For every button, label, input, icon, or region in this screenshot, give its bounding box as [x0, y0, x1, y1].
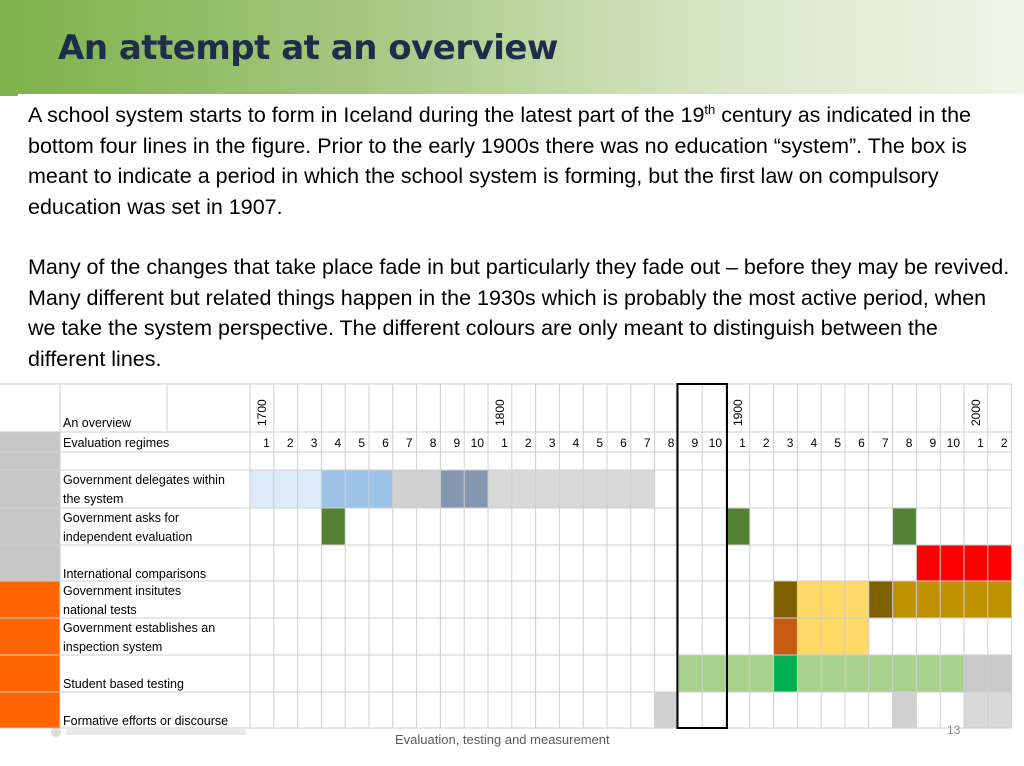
decade-label: 1 — [739, 436, 746, 450]
decade-label: 10 — [470, 436, 484, 450]
row-header-label: Evaluation regimes — [63, 436, 170, 450]
decade-label: 6 — [620, 436, 627, 450]
timeline-segment — [893, 692, 917, 728]
decade-label: 5 — [834, 436, 841, 450]
decade-label: 8 — [429, 436, 437, 450]
decade-label: 6 — [858, 436, 865, 450]
timeline-segment — [250, 470, 321, 508]
row-label: Government insitutes national tests — [63, 584, 182, 617]
decade-label: 2 — [762, 436, 770, 450]
row-label: International comparisons — [63, 567, 207, 581]
century-label: 1800 — [492, 399, 507, 426]
decade-label: 2 — [1000, 436, 1008, 450]
row-side-bar — [0, 581, 60, 618]
decade-label: 2 — [286, 436, 294, 450]
timeline-segment — [869, 581, 893, 618]
decade-label: 5 — [596, 436, 603, 450]
timeline-segment — [893, 508, 917, 545]
superscript-th: th — [704, 101, 716, 117]
paragraph-2: Many of the changes that take place fade in but particularly they fade out – before they may be revived. Many different but related things happen in the 1930s which is probably the most active period, when we take the system perspective. The different colours are only meant to distinguish between the different lines. — [28, 255, 1010, 371]
timeline-segment — [774, 618, 798, 655]
decade-label: 9 — [453, 436, 461, 450]
timeline-segment — [774, 655, 798, 692]
row-side-bar — [0, 470, 60, 508]
decade-label: 10 — [708, 436, 722, 450]
page-number: 13 — [947, 723, 961, 737]
row-label: Government asks for independent evaluation — [63, 511, 193, 544]
row-label: Student based testing — [63, 677, 184, 691]
row-side-bar-header — [0, 432, 60, 470]
decade-label: 9 — [929, 436, 937, 450]
decade-label: 3 — [786, 436, 794, 450]
row-side-bar — [0, 655, 60, 692]
timeline-segment — [797, 581, 868, 618]
row-side-bar — [0, 545, 60, 581]
slide-title: An attempt at an overview — [58, 28, 558, 68]
decade-label: 7 — [881, 436, 889, 450]
decade-label: 1 — [977, 436, 984, 450]
row-label: Government delegates within the system — [63, 473, 225, 506]
timeline-segment — [655, 692, 679, 728]
decade-label: 10 — [946, 436, 960, 450]
century-label: 1900 — [730, 399, 745, 426]
decade-label: 7 — [643, 436, 651, 450]
timeline-segment — [797, 655, 964, 692]
footer-text: Evaluation, testing and measurement — [395, 732, 610, 747]
timeline-segment — [797, 618, 868, 655]
timeline-segment — [321, 470, 392, 508]
decade-label: 4 — [334, 436, 342, 450]
decade-label: 1 — [263, 436, 270, 450]
paragraph-1-end: century as indicated in the bottom four lines in the figure. Prior to the early 1900s there was no education “system”. The box is meant to indicate a period in which the school system is forming, but the first law on compulsory education was set in 1907. — [28, 103, 972, 219]
decade-label: 5 — [358, 436, 365, 450]
decade-label: 3 — [548, 436, 556, 450]
decade-label: 9 — [691, 436, 699, 450]
university-logo-icon — [48, 726, 258, 738]
timeline-segment — [726, 508, 750, 545]
decade-label: 6 — [382, 436, 389, 450]
row-side-bar — [0, 692, 60, 728]
timeline-segment — [488, 470, 655, 508]
timeline-segment — [774, 581, 798, 618]
decade-label: 4 — [572, 436, 580, 450]
century-label: 2000 — [968, 399, 983, 426]
row-side-bar — [0, 618, 60, 655]
decade-label: 7 — [405, 436, 413, 450]
chart-title: An overview — [63, 416, 132, 430]
paragraph-1-start: A school system starts to form in Iceland during the latest part of the 19 — [28, 103, 705, 127]
decade-label: 8 — [667, 436, 675, 450]
decade-label: 2 — [524, 436, 532, 450]
decade-label: 4 — [810, 436, 818, 450]
decade-label: 1 — [501, 436, 508, 450]
decade-label: 8 — [905, 436, 913, 450]
timeline-segment — [321, 508, 345, 545]
row-side-bar — [0, 508, 60, 545]
decade-label: 3 — [310, 436, 318, 450]
row-label: Formative efforts or discourse — [63, 714, 229, 728]
century-label: 1700 — [254, 399, 269, 426]
row-label: Government establishes an inspection system — [63, 621, 216, 654]
timeline-segment — [893, 581, 1012, 618]
